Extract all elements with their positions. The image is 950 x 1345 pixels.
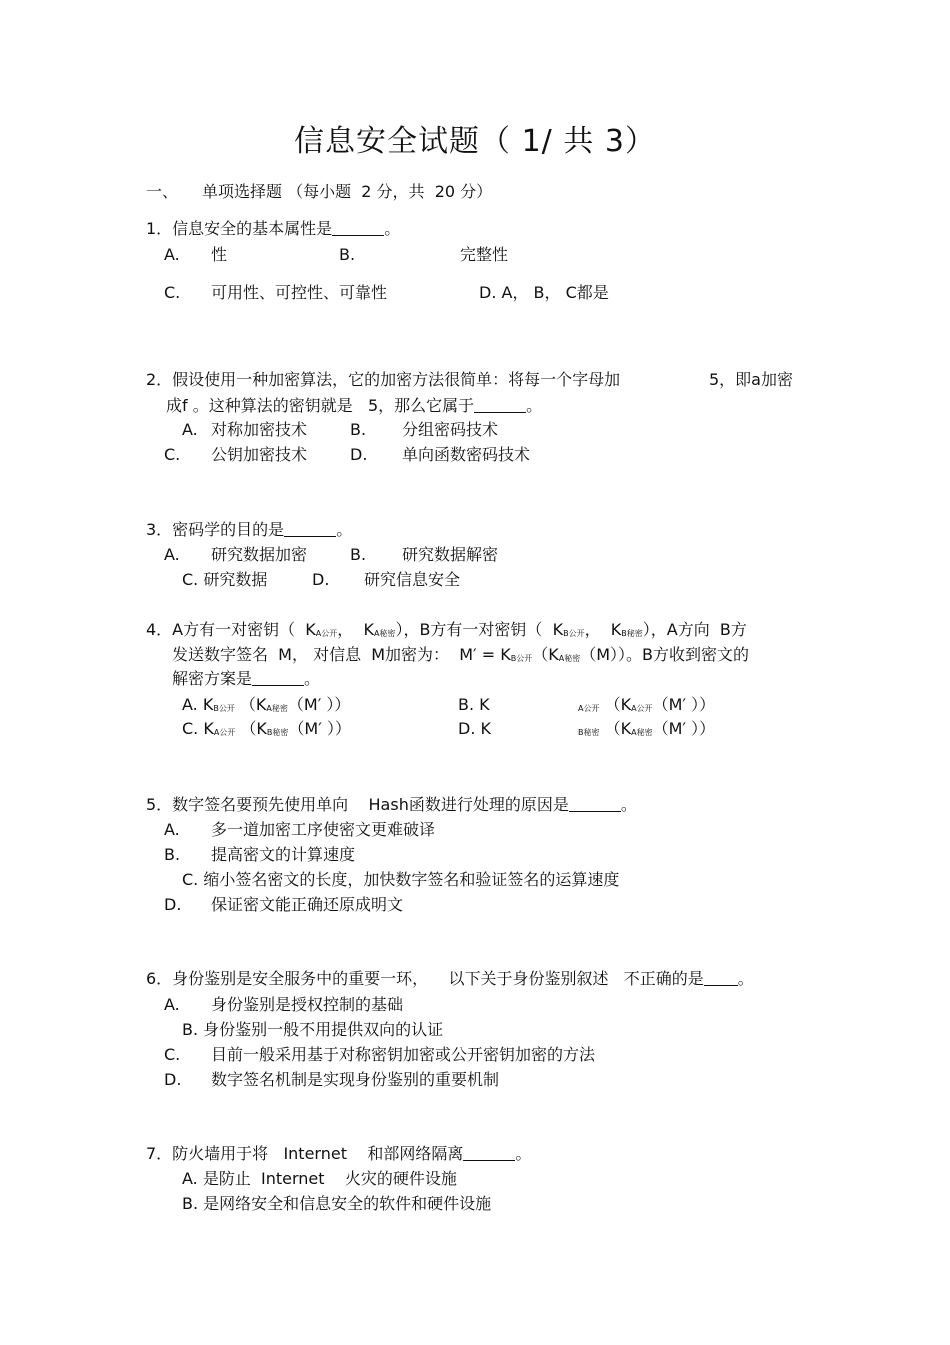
option-d-text: 数字签名机制是实现身份鉴别的重要机制 [211,1070,500,1089]
option-b-key: B. [350,420,367,439]
option-d-text: 保证密文能正确还原成明文 [211,895,404,914]
option-c-text: 目前一般采用基于对称密钥加密或公开密钥加密的方法 [211,1045,596,1064]
answer-blank [704,971,738,986]
option-b-key: B. [350,545,367,564]
option-d-key: D. [312,570,330,589]
option-b-text: 研究数据解密 [402,545,499,564]
answer-blank [463,1146,515,1161]
question-stem-line-2: 成f 。这种算法的密钥就是 5，那么它属于 。 [166,396,543,415]
option-b-formula: $_{A公开}$ （$K_{A公开}(M'$ ）） [578,695,716,714]
question-stem-line-1: 2．假设使用一种加密算法，它的加密方法很简单：将每一个字母加 [146,370,621,389]
option-a: A. $K_{B公开}$ （$K_{A秘密}(M'$ ）） [182,695,351,714]
section-number: 一、 [146,182,179,201]
option-b-text: 完整性 [460,245,509,264]
option-c-key: C. [164,283,181,302]
page-title: 信息安全试题（ 1/ 共 3） [294,124,656,159]
question-stem: 6．身份鉴别是安全服务中的重要一环， 以下关于身份鉴别叙述 不正确的是 。 [146,969,754,988]
option-d-key: D. [350,445,368,464]
option-a-text: 多一道加密工序使密文更难破译 [211,820,436,839]
question-stem-line-3: 解密方案是 。 [172,669,321,688]
option-c-key: C. [164,1045,181,1064]
option-d-text: 研究信息安全 [364,570,461,589]
option-c-text: 公钥加密技术 [211,445,308,464]
answer-blank [569,797,621,812]
answer-blank [252,671,304,686]
option-c-text: 可用性、可控性、可靠性 [211,283,388,302]
option-a-text: 研究数据加密 [211,545,308,564]
section-heading: 单项选择题 （每小题 2 分，共 20 分） [202,182,493,201]
answer-blank [284,522,336,537]
question-stem: 1．信息安全的基本属性是 。 [146,219,401,238]
option-b-key: B. [164,845,181,864]
question-stem-line-1-end: 5，即a加密 [709,370,793,389]
option-a-key: A. [182,420,198,439]
option-a-key: A. [164,820,180,839]
option-a-text: 对称加密技术 [211,420,308,439]
answer-blank [332,221,384,236]
option-a-key: A. [164,245,180,264]
option-b-text: 提高密文的计算速度 [211,845,356,864]
option-b: B. 是网络安全和信息安全的软件和硬件设施 [182,1194,492,1213]
option-d-key: D. [164,1070,182,1089]
option-a-key: A. [164,995,180,1014]
option-c: C. $K_{A公开}$ （$K_{B秘密}(M'$ ）） [182,719,351,738]
question-stem: 7．防火墙用于将 Internet 和部网络隔离 。 [146,1144,532,1163]
option-b: B. K [458,695,490,714]
question-stem: 5．数字签名要预先使用单向 Hash函数进行处理的原因是 。 [146,795,637,814]
option-a-text: 性 [211,245,228,264]
question-stem-line-2: 发送数字签名 M， 对信息 M加密为： $M' = K_{B公开}(K_{A秘密}(M))$。B方收到密文的 [172,645,750,664]
option-d-text: 单向函数密码技术 [402,445,531,464]
question-stem: 3．密码学的目的是 。 [146,520,353,539]
option-c: C. 研究数据 [182,570,268,589]
option-b: B. 身份鉴别一般不用提供双向的认证 [182,1020,444,1039]
option-c: C. 缩小签名密文的长度，加快数字签名和验证签名的运算速度 [182,870,620,889]
option-d-key: D. [164,895,182,914]
option-d: D. K [458,719,491,738]
option-c-key: C. [164,445,181,464]
option-d-formula: $_{B秘密}$ （$K_{A秘密}(M'$ ）） [578,719,716,738]
option-d: D. A， B， C都是 [479,283,609,302]
question-stem-line-1: 4．A方有一对密钥（ $K_{A公开}$， $K_{A秘密}$），B方有一对密钥（ $K_{B公开}$， $K_{B秘密}$），A方向 B方 [146,620,747,639]
option-a: A. 是防止 Internet 火灾的硬件设施 [182,1169,457,1188]
answer-blank [474,398,526,413]
option-b-text: 分组密码技术 [402,420,499,439]
option-a-key: A. [164,545,180,564]
option-a-text: 身份鉴别是授权控制的基础 [211,995,404,1014]
option-b-key: B. [339,245,356,264]
